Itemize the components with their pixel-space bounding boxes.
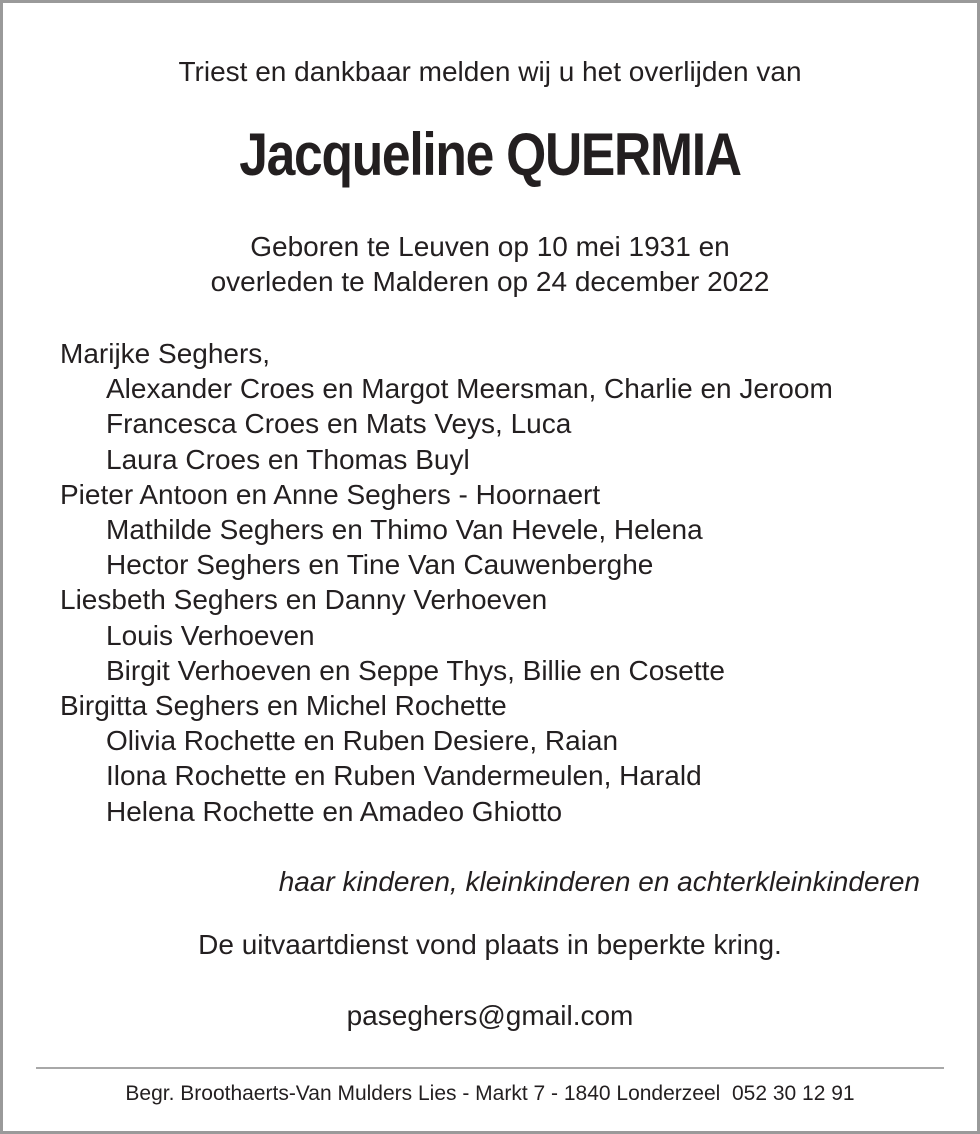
- death-line: overleden te Malderen op 24 december 2022: [210, 266, 770, 297]
- family-member-grandchild-line: Mathilde Seghers en Thimo Van Hevele, Helena: [106, 514, 703, 546]
- family-member-grandchild-line: Birgit Verhoeven en Seppe Thys, Billie en Cosette: [106, 654, 725, 686]
- family-list: [60, 336, 960, 829]
- deceased-name: Jacqueline QUERMIA: [239, 121, 741, 188]
- birth-line: Geboren te Leuven op 10 mei 1931 en: [250, 231, 730, 262]
- funeral-home-footer: Begr. Broothaerts-Van Mulders Lies - Markt 7 - 1840 Londerzeel 052 30 12 91: [125, 1082, 855, 1105]
- family-member-child-line: Liesbeth Seghers en Danny Verhoeven: [60, 584, 548, 616]
- footer-divider: [36, 1067, 944, 1069]
- life-dates: [0, 229, 980, 299]
- family-member-grandchild-line: Laura Croes en Thomas Buyl: [106, 443, 470, 475]
- family-member-grandchild-line: Helena Rochette en Amadeo Ghiotto: [106, 795, 563, 827]
- family-member-grandchild-line: Louis Verhoeven: [106, 619, 315, 651]
- contact-email: paseghers@gmail.com: [346, 1000, 634, 1031]
- family-member-grandchild-line: Alexander Croes en Margot Meersman, Charlie en Jeroom: [106, 373, 833, 405]
- family-member-child-line: Marijke Seghers,: [60, 338, 271, 369]
- family-member-grandchild-line: Olivia Rochette en Ruben Desiere, Raian: [106, 725, 619, 757]
- family-member-grandchild-line: Francesca Croes en Mats Veys, Luca: [106, 408, 572, 440]
- family-member-grandchild-line: Hector Seghers en Tine Van Cauwenberghe: [106, 549, 654, 581]
- family-member-child-line: Birgitta Seghers en Michel Rochette: [60, 690, 507, 722]
- service-notice: De uitvaartdienst vond plaats in beperkte kring.: [198, 929, 782, 960]
- relation-line: haar kinderen, kleinkinderen en achterkleinkinderen: [278, 866, 920, 897]
- family-member-child-line: Pieter Antoon en Anne Seghers - Hoornaert: [60, 478, 601, 510]
- family-member-grandchild-line: Ilona Rochette en Ruben Vandermeulen, Harald: [106, 760, 702, 792]
- intro-text: Triest en dankbaar melden wij u het overlijden van: [178, 56, 802, 87]
